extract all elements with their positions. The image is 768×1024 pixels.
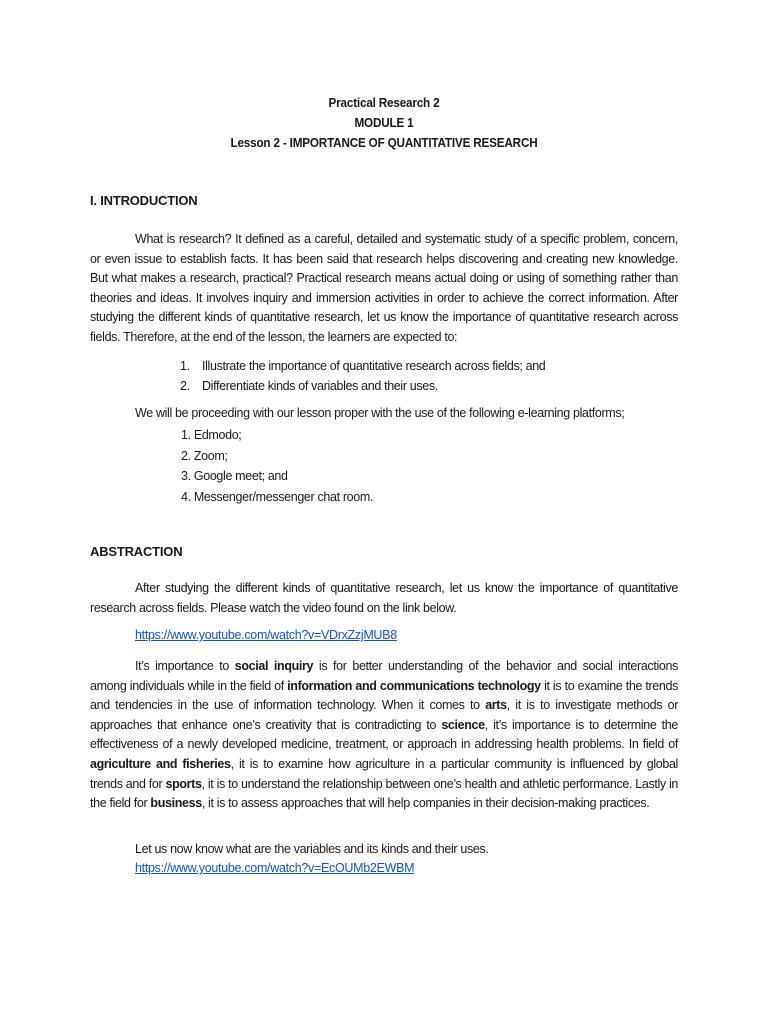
text-span: , it is to examine how agriculture in a particular community is influenced by global trends and for — [90, 756, 678, 791]
text-span: it is to examine the trends and tendencies in the use of information technology. When it comes to — [90, 678, 678, 713]
variables-line: Let us now know what are the variables and its kinds and their uses. — [135, 842, 489, 856]
text-span: is for better understanding of the behavior and social interactions among individuals while in the field of — [90, 659, 678, 693]
bold-term: science — [441, 717, 485, 732]
objective-number: 2. — [180, 379, 190, 393]
fields-paragraph — [90, 657, 678, 814]
introduction-paragraph — [90, 230, 678, 348]
list-item: 2. Zoom; — [181, 448, 228, 463]
introduction-text: What is research? It defined as a careful, detailed and systematic study of a specific problem, concern, or even issue to establish facts. It has been said that research helps discovering and creating new knowledge. But what makes a research, practical? Practical research means actual doing or using of something rather than theories and ideas. It involves inquiry and immersion activities in order to achieve the correct information. After studying the different kinds of quantitative research, let us know the importance of quantitative research across fields. Therefore, at the end of the lesson, the learners are expected to: — [90, 232, 678, 344]
introduction-heading: I. INTRODUCTION — [90, 193, 198, 208]
text-span: , it is to understand the relationship between one’s health and athletic performance. Lastly in the field for — [90, 776, 678, 811]
bold-term: business — [150, 796, 202, 811]
platforms-list — [181, 425, 373, 507]
text-span: , it is to investigate methods or approaches that enhance one’s creativity that is contradicting to — [90, 698, 679, 732]
bold-term: agriculture and fisheries — [90, 756, 231, 771]
abstraction-paragraph — [90, 579, 678, 618]
text-span: It’s importance to — [135, 659, 235, 673]
objective-text: Illustrate the importance of quantitative research across fields; and — [202, 359, 546, 373]
list-item: 1. Edmodo; — [181, 428, 242, 442]
abstraction-heading: ABSTRACTION — [90, 544, 183, 559]
list-item: 3. Google meet; and — [181, 469, 288, 484]
module-title: MODULE 1 — [354, 115, 414, 130]
text-span: , it is to assess approaches that will help companies in their decision-making practices. — [201, 796, 650, 811]
subject-title: Practical Research 2 — [328, 95, 440, 110]
fields-text — [90, 657, 678, 814]
youtube-link-1[interactable]: https://www.youtube.com/watch?v=VDrxZzjMUB8 — [135, 628, 397, 642]
bold-term: information and communications technology — [287, 678, 541, 693]
platforms-intro: We will be proceeding with our lesson proper with the use of the following e-learning platforms; — [135, 406, 625, 420]
objective-number: 1. — [180, 359, 190, 373]
lesson-title: Lesson 2 - IMPORTANCE OF QUANTITATIVE RESEARCH — [230, 135, 538, 150]
text-span: , it’s importance is to determine the effectiveness of a newly developed medicine, treatment, or approach in addressing health problems. In field of — [90, 717, 678, 752]
abstraction-text: After studying the different kinds of quantitative research, let us know the importance of quantitative research across fields. Please watch the video found on the link below. — [90, 581, 678, 615]
objectives-list — [180, 356, 545, 396]
bold-term: social inquiry — [234, 659, 314, 673]
list-item — [180, 356, 545, 376]
youtube-link-2[interactable]: https://www.youtube.com/watch?v=EcOUMb2EWBM — [135, 861, 415, 875]
list-item — [180, 376, 545, 396]
document-header — [0, 93, 768, 153]
bold-term: sports — [165, 776, 202, 791]
list-item: 4. Messenger/messenger chat room. — [181, 489, 374, 504]
objective-text: Differentiate kinds of variables and their uses. — [202, 379, 438, 393]
bold-term: arts — [485, 698, 507, 713]
